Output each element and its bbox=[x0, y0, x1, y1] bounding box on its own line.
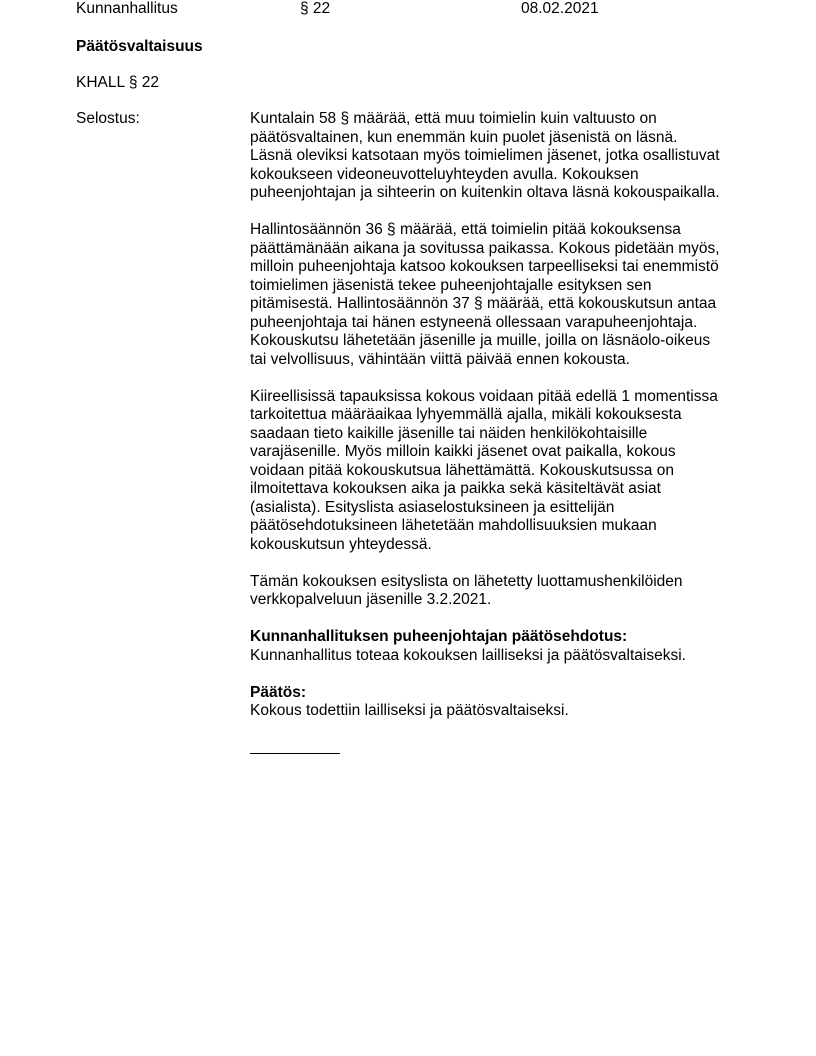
header-date: 08.02.2021 bbox=[521, 0, 599, 17]
proposal-heading: Kunnanhallituksen puheenjohtajan päätösehdotus: bbox=[250, 628, 628, 645]
signature-rule bbox=[250, 739, 760, 758]
section-reference: KHALL § 22 bbox=[76, 74, 160, 91]
text-line: päätösehdotuksineen lähetetään mahdollisuuksien mukaan bbox=[250, 517, 657, 534]
decision-heading: Päätös: bbox=[250, 683, 306, 701]
decision-block bbox=[250, 684, 760, 721]
text-line: voidaan pitää kokouskutsua lähettämättä. Kokouskutsussa on bbox=[250, 461, 674, 479]
text-line: Kiireellisissä tapauksissa kokous voidaan pitää edellä 1 momentissa bbox=[250, 387, 718, 405]
text-line: Hallintosäännön 36 § määrää, että toimielin pitää kokouksensa bbox=[250, 221, 681, 238]
text-line: tarkoitettua määräaikaa lyhyemmällä ajalla, mikäli kokouksesta bbox=[250, 406, 682, 423]
text-line: (asialista). Esityslista asiaselostuksineen ja esittelijän bbox=[250, 498, 615, 516]
text-line: pitämisestä. Hallintosäännön 37 § määrää, että kokouskutsun antaa bbox=[250, 295, 717, 312]
selostus-label: Selostus: bbox=[76, 110, 140, 127]
decision-text: Kokous todettiin lailliseksi ja päätösvaltaiseksi. bbox=[250, 702, 569, 719]
header-organization: Kunnanhallitus bbox=[76, 0, 178, 17]
text-line: kokoukseen videoneuvotteluyhteyden avulla. Kokouksen bbox=[250, 165, 639, 183]
body-text bbox=[250, 110, 760, 758]
proposal-text: Kunnanhallitus toteaa kokouksen lailliseksi ja päätösvaltaiseksi. bbox=[250, 646, 686, 664]
header-section-number: § 22 bbox=[300, 0, 331, 17]
paragraph bbox=[250, 573, 760, 610]
document-header bbox=[0, 0, 816, 20]
text-line: milloin puheenjohtaja katsoo kokouksen tarpeelliseksi tai enemmistö bbox=[250, 258, 719, 275]
text-line: puheenjohtajan ja sihteerin on kuitenkin oltava läsnä kokouspaikalla. bbox=[250, 184, 720, 201]
text-line: Kuntalain 58 § määrää, että muu toimielin kuin valtuusto on bbox=[250, 110, 657, 127]
divider bbox=[250, 753, 340, 754]
text-line: Kokouskutsu lähetetään jäsenille ja muille, joilla on läsnäolo-oikeus bbox=[250, 332, 711, 349]
text-line: Läsnä oleviksi katsotaan myös toimielimen jäsenet, jotka osallistuvat bbox=[250, 147, 720, 164]
paragraph bbox=[250, 110, 760, 203]
text-line: varajäsenille. Myös milloin kaikki jäsenet ovat paikalla, kokous bbox=[250, 443, 676, 460]
paragraph bbox=[250, 388, 760, 555]
paragraph bbox=[250, 221, 760, 369]
text-line: päätösvaltainen, kun enemmän kuin puolet jäsenistä on läsnä. bbox=[250, 128, 678, 146]
section-title: Päätösvaltaisuus bbox=[76, 38, 203, 55]
proposal-block bbox=[250, 628, 760, 665]
text-line: päättämänään aikana ja sovitussa paikassa. Kokous pidetään myös, bbox=[250, 239, 720, 257]
text-line: tai velvollisuus, vähintään viittä päivää ennen kokousta. bbox=[250, 350, 630, 368]
text-line: ilmoitettava kokouksen aika ja paikka sekä käsiteltävät asiat bbox=[250, 480, 661, 497]
text-line: saadaan tieto kaikille jäsenille tai näiden henkilökohtaisille bbox=[250, 424, 648, 442]
text-line: toimielimen jäsenistä tekee puheenjohtajalle esityksen sen bbox=[250, 276, 652, 294]
text-line: Tämän kokouksen esityslista on lähetetty luottamushenkilöiden bbox=[250, 572, 683, 590]
text-line: puheenjohtaja tai hänen estyneenä ollessaan varapuheenjohtaja. bbox=[250, 313, 698, 331]
text-line: kokouskutsun yhteydessä. bbox=[250, 535, 432, 553]
text-line: verkkopalveluun jäsenille 3.2.2021. bbox=[250, 591, 492, 608]
